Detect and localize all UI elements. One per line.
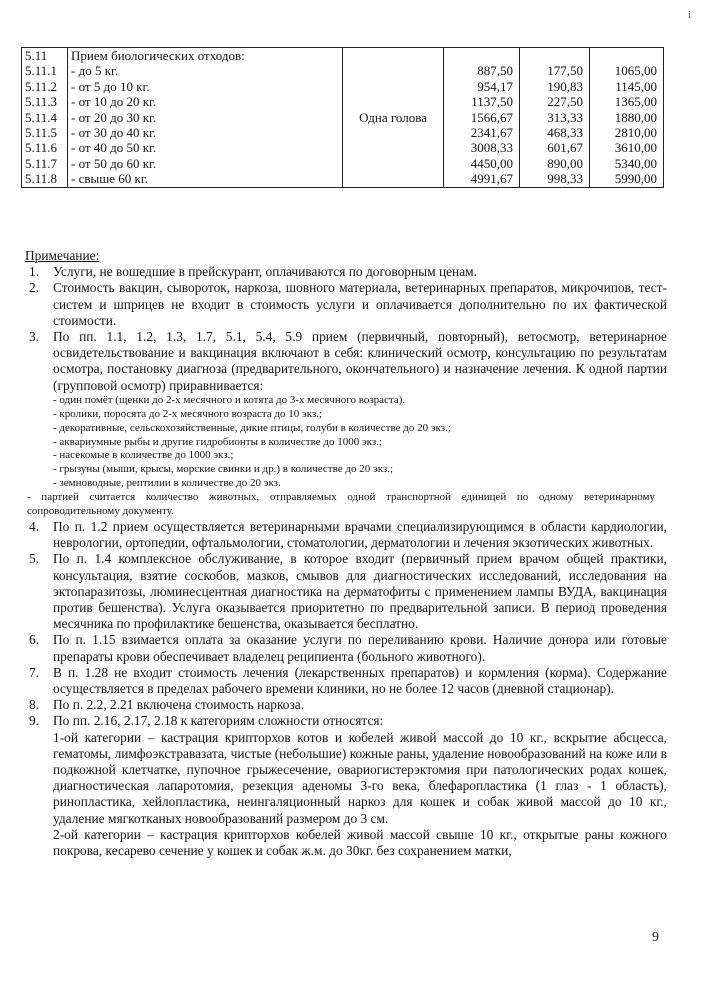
table-row [22, 63, 664, 78]
note-7-text: В п. 1.28 не входит стоимость лечения (лекарственных препаратов) и кормления (корма). Содержание осуществляется в пределах рабочего времени клиники, но не более 12 часов (дневной стационар). [53, 664, 667, 697]
note-3-item: - грызуны (мыши, крысы, морские свинки и др.) в количестве до 20 экз.; [53, 463, 394, 476]
note-9-category-1: 1-ой категории – кастрация крипторхов котов и кобелей живой массой до 10 кг., вскрытие абсцесса, гематомы, лимфоэкстравазата, чистые (небольшие) кожные раны, удаление новообразований на коже или в подкожной клетчатке, пупочное грыжесечение, овариогистерэктомия при патологических родах кошек, диагностическая лапаротомия, резекция аденомы 3-го века, блефаропластика (1 глаз - 1 область), ринопластика, хейлопластика, неингаляционный наркоз для кошек и собак живой массой до 10 кг., удаление мягкотканых новообразований размером до 3 см. [53, 729, 667, 826]
row-unit [343, 79, 444, 94]
row-total: 1065,00 [590, 63, 664, 78]
row-name: - от 20 до 30 кг. [68, 110, 343, 125]
note-3-item: - аквариумные рыбы и другие гидробионты в количестве до 1000 экз.; [53, 435, 383, 448]
row-vat: 468,33 [520, 125, 590, 140]
row-total: 5990,00 [590, 171, 664, 187]
row-total: 1880,00 [590, 110, 664, 125]
row-vat: 190,83 [520, 79, 590, 94]
notes-title: Примечание: [25, 248, 100, 263]
note-7: 7. В п. 1.28 не входит стоимость лечения (лекарственных препаратов) и кормления (корма). Содержание осуществляется в пределах рабочего времени клиники, но не более 12 часов (дневной стационар). [29, 664, 667, 697]
row-total: 1365,00 [590, 94, 664, 109]
corner-mark: i [688, 10, 691, 21]
row-price: 2341,67 [444, 125, 520, 140]
note-6: 6. По п. 1.15 взимается оплата за оказание услуги по переливанию крови. Наличие донора или готовые препараты крови обеспечивает владелец реципиента (больного животного). [29, 632, 667, 664]
row-code: 5.11 [22, 48, 68, 64]
table-row [22, 110, 664, 125]
note-1: 1. Услуги, не вошедшие в прейскурант, оплачиваются по договорным ценам. [29, 264, 477, 280]
row-total: 5340,00 [590, 156, 664, 171]
row-unit [343, 94, 444, 109]
table-row [22, 79, 664, 94]
row-name: - от 50 до 60 кг. [68, 156, 343, 171]
row-total [590, 48, 664, 64]
row-price: 887,50 [444, 63, 520, 78]
price-table [21, 47, 664, 188]
note-3-tail: - партией считается количество животных, отправляемых одной транспортной единицей по одному ветеринарному сопроводительному документу. [27, 491, 655, 518]
note-9-category-2: 2-ой категории – кастрация крипторхов кобелей живой массой свыше 10 кг., открытые раны кожного покрова, кесарево сечение у кошек и собак ж.м. до 30кг. без сохранением матки, [53, 826, 667, 859]
row-name: - до 5 кг. [68, 63, 343, 78]
row-total: 1145,00 [590, 79, 664, 94]
note-3-item: - насекомые в количестве до 1000 экз.; [53, 449, 234, 462]
row-total: 2810,00 [590, 125, 664, 140]
row-price: 4450,00 [444, 156, 520, 171]
table-row [22, 94, 664, 109]
note-3-item: - один помёт (щенки до 2-х месячного и котята до 3-х месячного возраста). [53, 393, 406, 406]
row-price: 1566,67 [444, 110, 520, 125]
row-vat [520, 48, 590, 64]
note-3-item: - кролики, поросята до 2-х месячного возраста до 10 экз.; [53, 407, 323, 420]
row-vat: 601,67 [520, 140, 590, 155]
row-unit [343, 156, 444, 171]
note-3: 3. По пп. 1.1, 1.2, 1.3, 1.7, 5.1, 5.4, 5.9 прием (первичный, повторный), ветосмотр, ветеринарное освидетельствование и вакцинация включают в себя: клинический осмотр, консультацию по результатам осмотра, постановку диагноза (предварительного, окончательного) и назначение лечения. К одной партии (групповой осмотр) приравнивается: - один помёт (щенки до 2-х месячного и котята до 3-х месячного возраста). - кролики, поросята до 2-х месячного возраста до 10 экз.; - декоративные, сельскохозяйственные, дикие птицы, голуби в количестве до 20 экз.; - аквариумные рыбы и другие гидробионты в количестве до 1000 экз.; - насекомые в количестве до 1000 экз.; - грызуны (мыши, крысы, морские свинки и др.) в количестве до 20 экз.; - земноводные, рептилии в количестве до 20 экз. [29, 329, 667, 490]
row-code: 5.11.8 [22, 171, 68, 187]
row-code: 5.11.7 [22, 156, 68, 171]
row-price: 954,17 [444, 79, 520, 94]
note-3-text: По пп. 1.1, 1.2, 1.3, 1.7, 5.1, 5.4, 5.9 прием (первичный, повторный), ветосмотр, ветеринарное освидетельствование и вакцинация включают в себя: клинический осмотр, консультацию по результатам осмотра, постановку диагноза (предварительного, окончательного) и назначение лечения. К одной партии (групповой осмотр) приравнивается: [53, 329, 667, 393]
row-vat: 177,50 [520, 63, 590, 78]
table-row [22, 171, 664, 187]
row-price: 1137,50 [444, 94, 520, 109]
row-unit [343, 171, 444, 187]
note-5: 5. По п. 1.4 комплексное обслуживание, в которое входит (первичный прием врачом общей практики, консультация, взятие соскобов, мазков, смывов для диагностических исследований, исследования на эктопаразитозы, люминесцентная диагностика на дерматофиты с применением лампы ВУДА, вакцинация против бешенства). Услуга оказывается приоритетно по предварительной записи. В период проведения месячника по профилактике бешенства, оказывается бесплатно. [29, 551, 667, 632]
note-3-item: - земноводные, рептилии в количестве до 20 экз. [53, 477, 281, 490]
row-code: 5.11.5 [22, 125, 68, 140]
row-vat: 313,33 [520, 110, 590, 125]
note-5-text: По п. 1.4 комплексное обслуживание, в которое входит (первичный прием врачом общей практики, консультация, взятие соскобов, мазков, смывов для диагностических исследований, исследования на эктопаразитозы, люминесцентная диагностика на дерматофиты с применением лампы ВУДА, вакцинация против бешенства). Услуга оказывается приоритетно по предварительной записи. В период проведения месячника по профилактике бешенства, оказывается бесплатно. [53, 551, 667, 632]
note-8-text: По п. 2.2, 2.21 включена стоимость наркоза. [53, 697, 305, 713]
note-9-text: По пп. 2.16, 2.17, 2.18 к категориям сложности относятся: [53, 713, 384, 729]
note-2: 2. Стоимость вакцин, сывороток, наркоза, шовного материала, ветеринарных препаратов, микрочипов, тест-систем и шприцев не входит в стоимость услуги и оплачивается дополнительно по их фактической стоимости. [29, 280, 667, 328]
row-total: 3610,00 [590, 140, 664, 155]
table-row [22, 140, 664, 155]
note-1-text: Услуги, не вошедшие в прейскурант, оплачиваются по договорным ценам. [53, 264, 477, 280]
note-4: 4. По п. 1.2 прием осуществляется ветеринарными врачами специализирующимся в области кардиологии, неврологии, ортопедии, офтальмологии, стоматологии, дерматологии и лечения экзотических животных. [29, 518, 667, 551]
row-unit [343, 125, 444, 140]
notes-list [21, 264, 667, 491]
row-name: - свыше 60 кг. [68, 171, 343, 187]
row-code: 5.11.1 [22, 63, 68, 78]
notes-section [21, 248, 667, 859]
note-2-text: Стоимость вакцин, сывороток, наркоза, шовного материала, ветеринарных препаратов, микрочипов, тест-систем и шприцев не входит в стоимость услуги и оплачивается дополнительно по их фактической стоимости. [53, 280, 667, 328]
notes-list-cont [21, 519, 667, 859]
row-code: 5.11.3 [22, 94, 68, 109]
row-vat: 227,50 [520, 94, 590, 109]
row-vat: 998,33 [520, 171, 590, 187]
row-name: Прием биологических отходов: [68, 48, 343, 64]
table-row [22, 125, 664, 140]
row-name: - от 30 до 40 кг. [68, 125, 343, 140]
note-3-items [53, 394, 667, 491]
table-row [22, 48, 664, 64]
table-row [22, 156, 664, 171]
note-4-text: По п. 1.2 прием осуществляется ветеринарными врачами специализирующимся в области кардиологии, неврологии, ортопедии, офтальмологии, стоматологии, дерматологии и лечения экзотических животных. [53, 518, 667, 551]
row-unit [343, 48, 444, 64]
note-3-item: - декоративные, сельскохозяйственные, дикие птицы, голуби в количестве до 20 экз.; [53, 421, 451, 434]
row-name: - от 10 до 20 кг. [68, 94, 343, 109]
row-price [444, 48, 520, 64]
row-name: - от 5 до 10 кг. [68, 79, 343, 94]
row-unit [343, 63, 444, 78]
row-price: 3008,33 [444, 140, 520, 155]
row-name: - от 40 до 50 кг. [68, 140, 343, 155]
row-code: 5.11.2 [22, 79, 68, 94]
row-vat: 890,00 [520, 156, 590, 171]
page-number: 9 [652, 930, 659, 945]
note-9: 9. По пп. 2.16, 2.17, 2.18 к категориям сложности относятся: 1-ой категории – кастрация крипторхов котов и кобелей живой массой до 10 кг., вскрытие абсцесса, гематомы, лимфоэкстравазата, чистые (небольшие) кожные раны, удаление новообразований на коже или в подкожной клетчатке, пупочное грыжесечение, овариогистерэктомия при патологических родах кошек, диагностическая лапаротомия, резекция аденомы 3-го века, блефаропластика (1 глаз - 1 область), ринопластика, хейлопластика, неингаляционный наркоз для кошек и собак живой массой до 10 кг., удаление мягкотканых новообразований размером до 3 см. 2-ой категории – кастрация крипторхов кобелей живой массой свыше 10 кг., открытые раны кожного покрова, кесарево сечение у кошек и собак ж.м. до 30кг. без сохранением матки, [29, 713, 667, 859]
row-unit [343, 140, 444, 155]
row-code: 5.11.4 [22, 110, 68, 125]
row-code: 5.11.6 [22, 140, 68, 155]
note-8: 8. По п. 2.2, 2.21 включена стоимость наркоза. [29, 697, 305, 713]
row-price: 4991,67 [444, 171, 520, 187]
row-unit: Одна голова [343, 110, 444, 125]
note-6-text: По п. 1.15 взимается оплата за оказание услуги по переливанию крови. Наличие донора или готовые препараты крови обеспечивает владелец реципиента (больного животного). [53, 632, 667, 664]
